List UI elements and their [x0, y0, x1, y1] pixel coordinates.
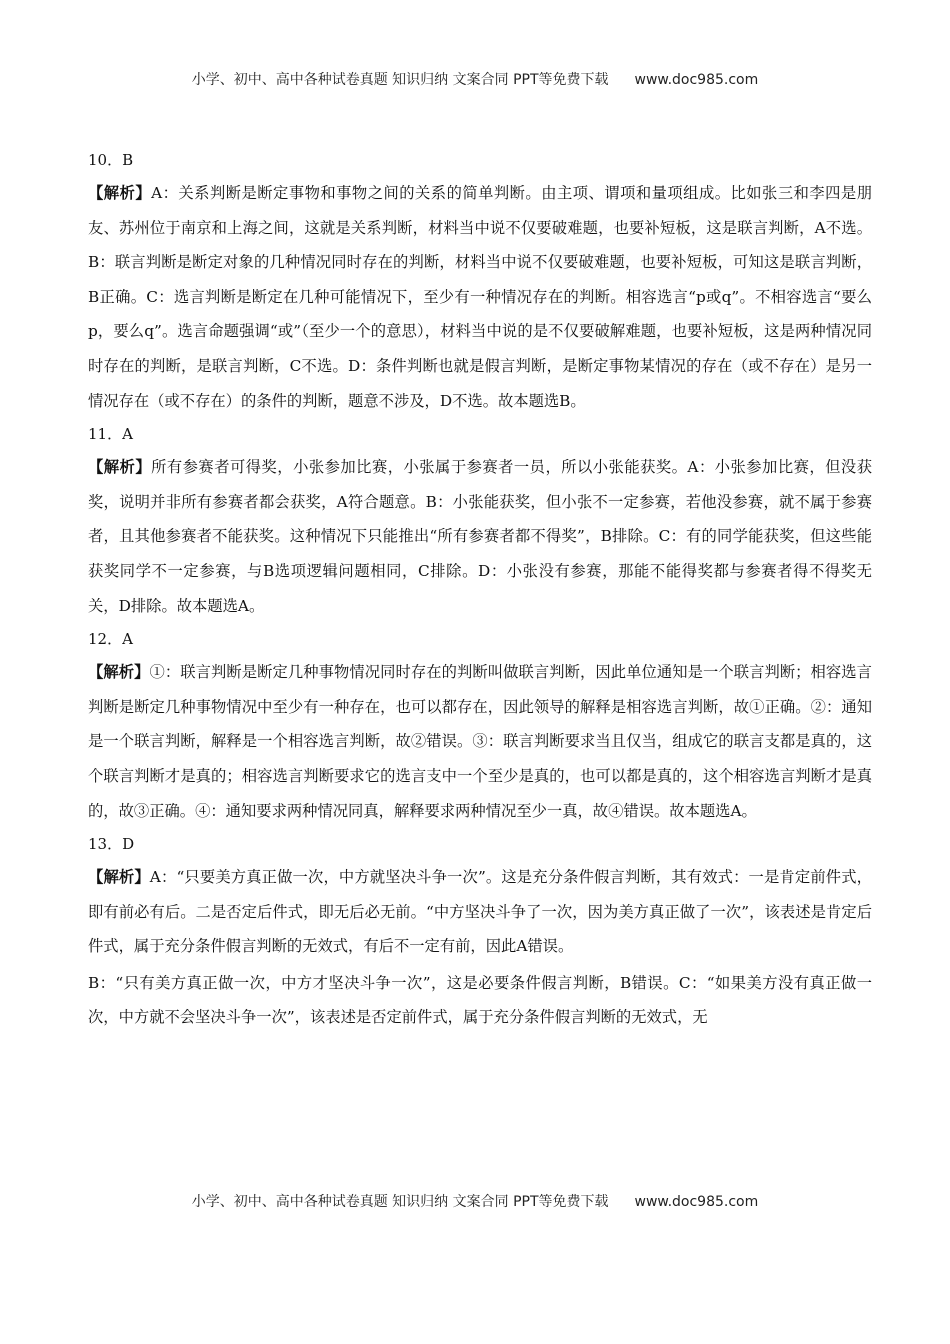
header-site-link[interactable]: www.doc985.com [634, 72, 759, 88]
question-12-analysis [88, 655, 872, 828]
question-10-analysis-text: A：关系判断是断定事物和事物之间的关系的简单判断。由主项、谓项和量项组成。比如张三和李四是朋友、苏州位于南京和上海之间，这就是关系判断，材料当中说不仅要破难题，也要补短板，这是联言判断，A不选。B：联言判断是断定对象的几种情况同时存在的判断，材料当中说不仅要破难题，也要补短板，可知这是联言判断，B正确。C：选言判断是断定在几种可能情况下，至少有一种情况存在的判断。相容选言“p或q”。不相容选言“要么p，要么q”。选言命题强调“或”（至少一个的意思），材料当中说的是不仅要破解难题，也要补短板，这是两种情况同时存在的判断，是联言判断，C不选。D：条件判断也就是假言判断，是断定事物某情况的存在（或不存在）是另一情况存在（或不存在）的条件的判断，题意不涉及，D不选。故本题选B。 [88, 184, 872, 410]
analysis-label: 【解析】 [88, 868, 150, 887]
question-12-analysis-text: ①：联言判断是断定几种事物情况同时存在的判断叫做联言判断，因此单位通知是一个联言判断；相容选言判断是断定几种事物情况中至少有一种存在，也可以都存在，因此领导的解释是相容选言判断，故①正确。②：通知是一个联言判断，解释是一个相容选言判断，故②错误。③：联言判断要求当且仅当，组成它的联言支都是真的，这个联言判断才是真的；相容选言判断要求它的选言支中一个至少是真的，也可以都是真的，这个相容选言判断才是真的，故③正确。④：通知要求两种情况同真，解释要求两种情况至少一真，故④错误。故本题选A。 [88, 663, 872, 820]
question-12-number: 12．A [88, 630, 133, 649]
question-10-analysis [88, 176, 872, 418]
analysis-label: 【解析】 [88, 663, 150, 682]
page-header [0, 69, 950, 89]
analysis-label: 【解析】 [88, 184, 152, 202]
footer-site-link[interactable]: www.doc985.com [634, 1194, 759, 1210]
answer-analysis-content [88, 144, 872, 1037]
question-13-analysis-continued: B：“只有美方真正做一次，中方才坚决斗争一次”，这是必要条件假言判断，B错误。C：“如果美方没有真正做一次，中方就不会坚决斗争一次”，该表述是否定前件式，属于充分条件假言判断的无效式，无 [88, 973, 872, 1027]
page-footer [0, 1191, 950, 1211]
question-13-analysis-text: A：“只要美方真正做一次，中方就坚决斗争一次”。这是充分条件假言判断，其有效式：一是肯定前件式，即有前必有后。二是否定后件式，即无后必无前。“中方坚决斗争了一次，因为美方真正做了一次”，该表述是肯定后件式，属于充分条件假言判断的无效式，有后不一定有前，因此A错误。 [88, 868, 872, 956]
header-text: 小学、初中、高中各种试卷真题 知识归纳 文案合同 PPT等免费下载 [191, 72, 609, 88]
question-11-analysis-text: 所有参赛者可得奖，小张参加比赛，小张属于参赛者一员，所以小张能获奖。A：小张参加比赛，但没获奖，说明并非所有参赛者都会获奖，A符合题意。B：小张能获奖，但小张不一定参赛，若他没参赛，就不属于参赛者，且其他参赛者不能获奖。这种情况下只能推出“所有参赛者都不得奖”，B排除。C：有的同学能获奖，但这些能获奖同学不一定参赛，与B选项逻辑问题相同，C排除。D：小张没有参赛，那能不能得奖都与参赛者得不得奖无关，D排除。故本题选A。 [88, 458, 872, 615]
question-11-number: 11．A [88, 425, 133, 444]
footer-text: 小学、初中、高中各种试卷真题 知识归纳 文案合同 PPT等免费下载 [191, 1194, 609, 1210]
question-10-number: 10．B [88, 151, 134, 169]
analysis-label: 【解析】 [88, 458, 152, 477]
question-13-analysis [88, 860, 872, 964]
question-13-number: 13．D [88, 835, 135, 854]
question-11-analysis [88, 450, 872, 623]
